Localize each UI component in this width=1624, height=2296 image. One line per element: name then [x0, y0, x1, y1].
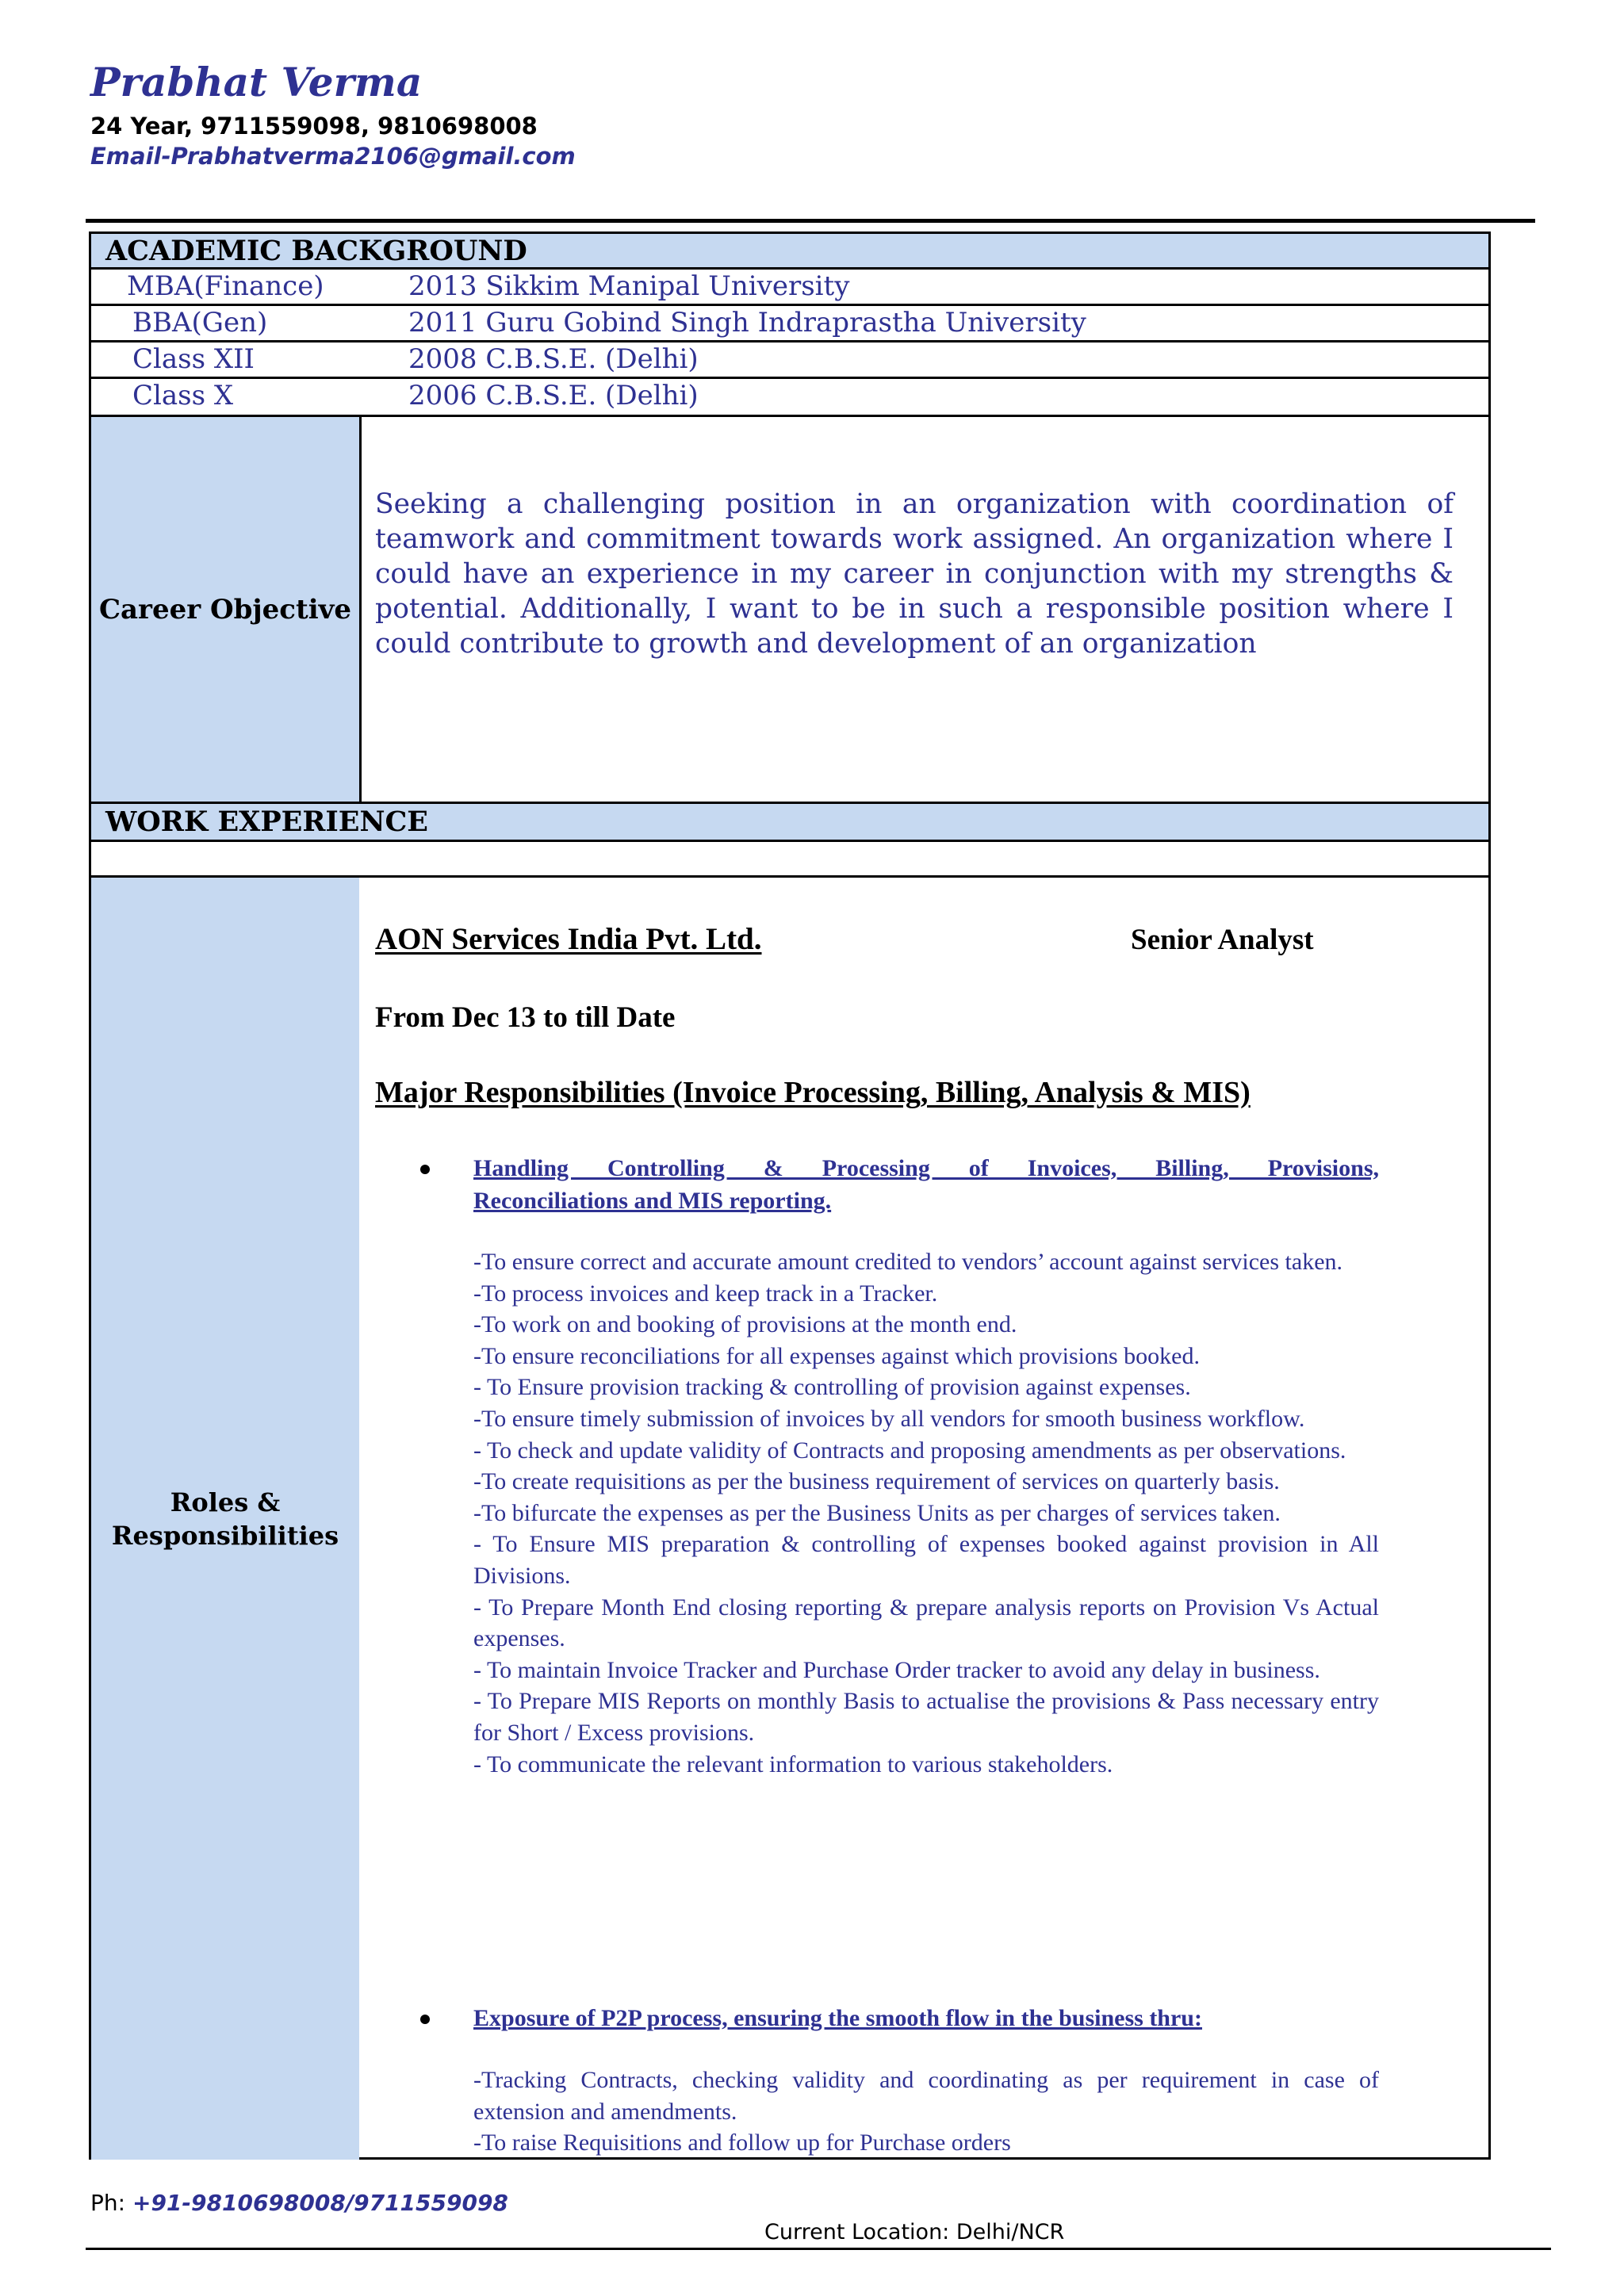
degree: MBA(Finance) [127, 270, 324, 302]
degree: Class XII [132, 343, 255, 375]
list-item: -To work on and booking of provisions at the month end. [473, 1311, 1017, 1338]
footer-divider [86, 2248, 1551, 2250]
career-objective-text: Seeking a challenging position in an organization with coordination of teamwork and commitment towards work assigned. An organization where I could have an experience in my career in conjunction with my strengths & potential. Additionally, I want to be in such a responsible position where I could contribute to growth and development of an organization [375, 488, 1454, 660]
list-item: - To Ensure MIS preparation & controlling of expenses booked against provision in All Divisions. [473, 1531, 1379, 1589]
bullet-heading: Reconciliations and MIS reporting. [473, 1188, 832, 1214]
list-item: -To ensure timely submission of invoices by all vendors for smooth business workflow. [473, 1405, 1305, 1432]
academic-row [91, 306, 1488, 340]
bullet-icon [420, 1165, 430, 1174]
list-item: -To raise Requisitions and follow up for Purchase orders [473, 2130, 1011, 2156]
email-line: Email-Prabhatverma2106@gmail.com [90, 143, 576, 170]
major-responsibilities-heading: Major Responsibilities (Invoice Processing, Billing, Analysis & MIS) [375, 1076, 1251, 1109]
degree-detail: 2013 Sikkim Manipal University [408, 270, 850, 302]
company-name: AON Services India Pvt. Ltd. [375, 922, 762, 956]
list-item: - To Ensure provision tracking & controlling of provision against expenses. [473, 1374, 1191, 1401]
work-experience-heading: WORK EXPERIENCE [91, 804, 1488, 840]
list-item: - To Prepare Month End closing reporting & prepare analysis reports on Provision Vs Actual expenses. [473, 1594, 1379, 1652]
list-item: -To bifurcate the expenses as per the Business Units as per charges of services taken. [473, 1499, 1281, 1526]
list-item: -To create requisitions as per the business requirement of services on quarterly basis. [473, 1468, 1280, 1495]
list-item: - To communicate the relevant information to various stakeholders. [473, 1751, 1113, 1777]
list-item: - To check and update validity of Contracts and proposing amendments as per observations. [473, 1437, 1346, 1464]
column-divider [359, 417, 362, 802]
list-item: -Tracking Contracts, checking validity and coordinating as per requirement in case of extension and amendments. [473, 2067, 1379, 2125]
bullet-icon [420, 2015, 430, 2024]
academic-row [91, 379, 1488, 413]
list-item: -To ensure correct and accurate amount credited to vendors’ account against services taken. [473, 1249, 1343, 1275]
list-item: - To maintain Invoice Tracker and Purchase Order tracker to avoid any delay in business. [473, 1656, 1320, 1683]
degree-detail: 2011 Guru Gobind Singh Indraprastha University [408, 307, 1086, 339]
candidate-name: Prabhat Verma [90, 59, 423, 105]
responsibility-list [473, 2064, 1379, 2159]
phone-number: +91-9810698008/9711559098 [132, 2190, 508, 2216]
contact-line: 24 Year, 9711559098, 9810698008 [90, 113, 538, 140]
bullet-heading: Handling Controlling & Processing of Invoices, Billing, Provisions, [473, 1155, 1379, 1181]
academic-row [91, 342, 1488, 377]
degree: Class X [132, 380, 234, 411]
phone-label: Ph: [90, 2190, 126, 2216]
list-item: - To Prepare MIS Reports on monthly Basis to actualise the provisions & Pass necessary entry for Short / Excess provisions. [473, 1688, 1379, 1746]
current-location: Current Location: Delhi/NCR [764, 2220, 1065, 2244]
header-divider [86, 219, 1535, 223]
roles-label-line1: Roles & [170, 1487, 281, 1517]
responsibility-list [473, 1246, 1379, 1780]
footer-phone [90, 2190, 508, 2216]
degree-detail: 2008 C.B.S.E. (Delhi) [408, 343, 699, 375]
roles-responsibilities-label [91, 878, 359, 2160]
employment-duration: From Dec 13 to till Date [375, 1001, 676, 1034]
list-item: -To ensure reconciliations for all expenses against which provisions booked. [473, 1342, 1200, 1369]
list-item: -To process invoices and keep track in a Tracker. [473, 1280, 938, 1307]
academic-heading: ACADEMIC BACKGROUND [91, 234, 1488, 268]
roles-label-line2: Responsibilities [111, 1520, 339, 1551]
table-rule [89, 840, 1491, 842]
designation: Senior Analyst [1131, 924, 1314, 956]
degree: BBA(Gen) [132, 307, 268, 339]
career-objective-label: Career Objective [91, 417, 359, 802]
academic-row [91, 270, 1488, 304]
degree-detail: 2006 C.B.S.E. (Delhi) [408, 380, 699, 411]
bullet-heading: Exposure of P2P process, ensuring the smooth flow in the business thru: [473, 2005, 1202, 2031]
